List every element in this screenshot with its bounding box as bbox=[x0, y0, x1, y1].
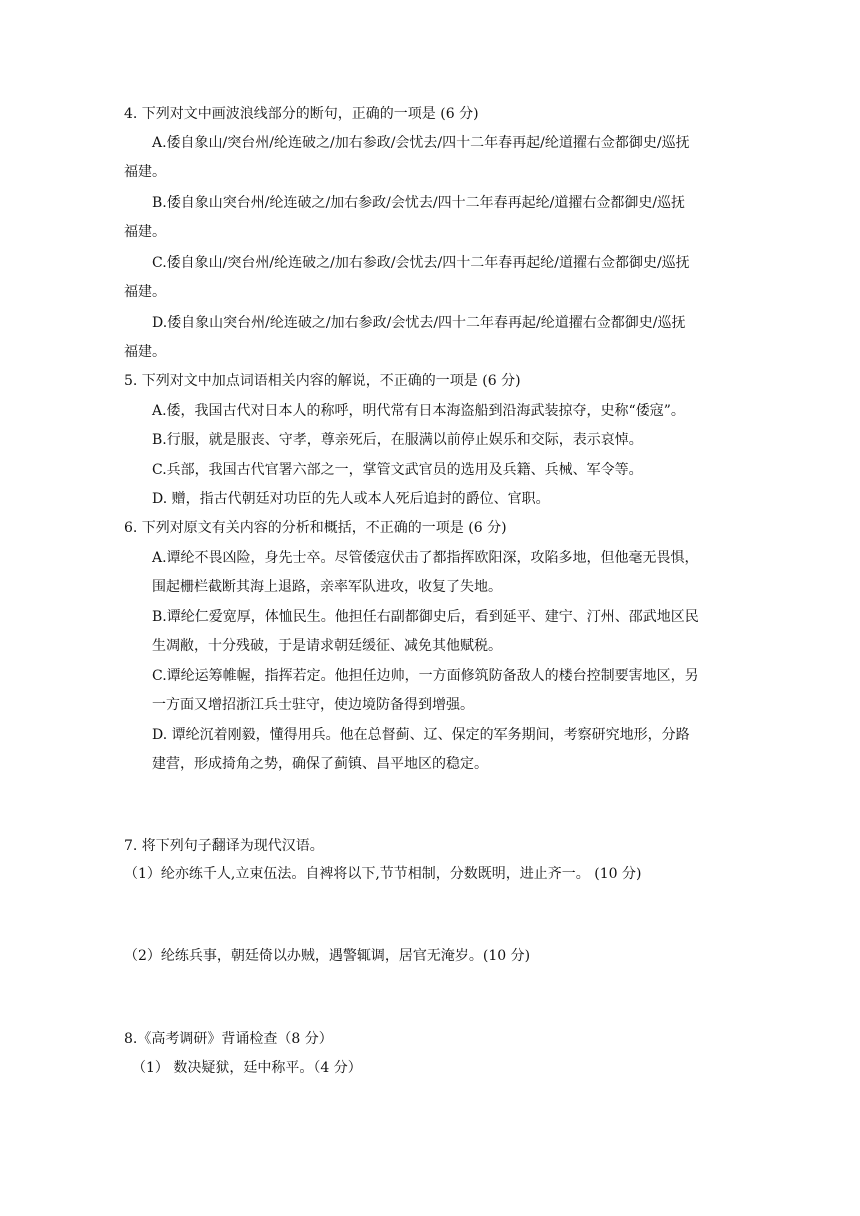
q7-sentence-2: （2）纶练兵事，朝廷倚以办贼，遇警辄调，居官无淹岁。(10 分) bbox=[124, 948, 531, 964]
q4-option-c-line2: 福建。 bbox=[124, 284, 166, 300]
q5-option-c: C.兵部，我国古代官署六部之一，掌管文武官员的选用及兵籍、兵械、军令等。 bbox=[152, 462, 643, 478]
q6-option-a-line1: A.谭纶不畏凶险，身先士卒。尽管倭寇伏击了都指挥欧阳深，攻陷多地，但他毫无畏惧， bbox=[152, 550, 699, 566]
q4-stem: 4. 下列对文中画波浪线部分的断句，正确的一项是 (6 分) bbox=[124, 106, 479, 122]
q4-option-d-line2: 福建。 bbox=[124, 344, 166, 360]
q6-option-a-line2: 围起栅栏截断其海上退路，亲率军队进攻，收复了失地。 bbox=[152, 579, 502, 595]
q5-option-a: A.倭，我国古代对日本人的称呼，明代常有日本海盗船到沿海武装掠夺，史称“倭寇”。 bbox=[152, 403, 685, 419]
q4-option-a-line1: A.倭自象山/突台州/纶连破之/加右参政/会忧去/四十二年春再起/纶道擢右佥都御史/巡抚 bbox=[152, 135, 690, 151]
q8-item-1: （1） 数决疑狱，廷中称平。（4 分） bbox=[132, 1060, 362, 1076]
q7-stem: 7. 将下列句子翻译为现代汉语。 bbox=[124, 838, 324, 854]
q4-option-a-line2: 福建。 bbox=[124, 164, 166, 180]
q6-option-c-line1: C.谭纶运筹帷幄，指挥若定。他担任边帅，一方面修筑防备敌人的楼台控制要害地区，另 bbox=[152, 668, 699, 684]
q6-option-c-line2: 一方面又增招浙江兵士驻守，使边境防备得到增强。 bbox=[152, 697, 474, 713]
q8-stem: 8.《高考调研》背诵检查（8 分） bbox=[124, 1031, 333, 1047]
q5-stem: 5. 下列对文中加点词语相关内容的解说，不正确的一项是 (6 分) bbox=[124, 373, 521, 389]
q4-option-b-line1: B.倭自象山突台州/纶连破之/加右参政/会忧去/四十二年春再起纶/道擢右佥都御史/巡抚 bbox=[152, 195, 686, 211]
q4-option-c-line1: C.倭自象山/突台州/纶连破之/加右参政/会忧去/四十二年春再起纶/道擢右佥都御史/巡抚 bbox=[152, 255, 690, 271]
q6-option-d-line2: 建营，形成掎角之势，确保了蓟镇、昌平地区的稳定。 bbox=[152, 756, 488, 772]
q6-stem: 6. 下列对原文有关内容的分析和概括，不正确的一项是 (6 分) bbox=[124, 520, 507, 536]
q4-option-b-line2: 福建。 bbox=[124, 224, 166, 240]
q6-option-d-line1: D. 谭纶沉着刚毅，懂得用兵。他在总督蓟、辽、保定的军务期间，考察研究地形，分路 bbox=[152, 727, 690, 743]
q6-option-b-line2: 生凋敝，十分残破，于是请求朝廷缓征、减免其他赋税。 bbox=[152, 638, 502, 654]
q4-option-d-line1: D.倭自象山突台州/纶连破之/加右参政/会忧去/四十二年春再起/纶道擢右佥都御史/巡抚 bbox=[152, 315, 686, 331]
q5-option-b: B.行服，就是服丧、守孝，尊亲死后，在服满以前停止娱乐和交际，表示哀悼。 bbox=[152, 432, 643, 448]
q6-option-b-line1: B.谭纶仁爱宽厚，体恤民生。他担任右副都御史后，看到延平、建宁、汀州、邵武地区民 bbox=[152, 609, 699, 625]
q7-sentence-1: （1）纶亦练千人,立束伍法。自裨将以下,节节相制，分数既明，进止齐一。 (10 分) bbox=[124, 866, 642, 882]
q5-option-d: D. 赠，指古代朝廷对功臣的先人或本人死后追封的爵位、官职。 bbox=[152, 491, 550, 507]
